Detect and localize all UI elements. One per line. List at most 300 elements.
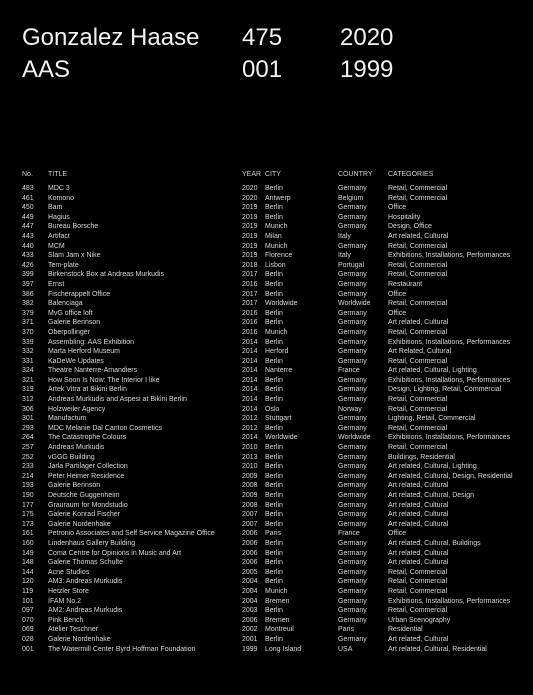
- cell-no: 193: [22, 482, 34, 490]
- cell-categories: Art related, Cultural, Design, Residential: [388, 472, 513, 480]
- cell-city: Berlin: [265, 463, 283, 471]
- cell-title: How Soon Is Now: The Interior I like: [48, 376, 160, 384]
- project-index-table: [22, 170, 522, 654]
- cell-title: Galerie Konrad Fischer: [48, 511, 120, 519]
- cell-categories: Exhibitions, Installations, Performances: [388, 338, 511, 346]
- cell-year: 2014: [242, 386, 258, 394]
- cell-city: Antwerp: [265, 194, 291, 202]
- cell-country: Germany: [338, 616, 367, 624]
- cell-year: 2008: [242, 501, 258, 509]
- cell-categories: Residential: [388, 626, 423, 634]
- cell-year: 2018: [242, 261, 258, 269]
- cell-title: Bam: [48, 204, 63, 212]
- table-row[interactable]: [22, 213, 522, 223]
- cell-country: Germany: [338, 204, 367, 212]
- cell-country: Germany: [338, 492, 367, 499]
- table-row[interactable]: [22, 203, 522, 213]
- cell-country: Belgium: [338, 194, 364, 202]
- cell-title: Holzweiler Agency: [48, 405, 106, 413]
- cell-year: 2010: [242, 444, 258, 452]
- cell-city: Berlin: [265, 271, 283, 279]
- cell-city: Montreuil: [265, 626, 294, 634]
- cell-no: 001: [22, 645, 34, 653]
- cell-city: Berlin: [265, 520, 283, 528]
- cell-title: MDC 3: [48, 185, 70, 192]
- cell-country: Germany: [338, 453, 367, 461]
- cell-country: Germany: [338, 223, 367, 231]
- cell-country: USA: [338, 645, 353, 653]
- cell-no: 379: [22, 309, 34, 317]
- table-row[interactable]: [22, 366, 522, 376]
- cell-city: Berlin: [265, 444, 283, 452]
- cell-year: 2014: [242, 338, 258, 346]
- cell-city: Berlin: [265, 204, 283, 212]
- cell-categories: Exhibitions, Installations, Performances: [388, 434, 511, 442]
- cell-city: Berlin: [265, 185, 283, 192]
- cell-year: 2014: [242, 348, 258, 356]
- cell-categories: Retail, Commercial: [388, 242, 448, 250]
- cell-categories: Art related, Cultural: [388, 319, 449, 327]
- cell-categories: Office: [388, 530, 407, 538]
- cell-title: Artek Vitra at Bikini Berlin: [48, 386, 127, 394]
- cell-categories: Office: [388, 309, 407, 317]
- cell-country: Portugal: [338, 261, 365, 269]
- cell-city: Berlin: [265, 549, 283, 557]
- cell-city: Herford: [265, 348, 289, 356]
- header-country[interactable]: COUNTRY: [338, 171, 373, 178]
- cell-year: 2019: [242, 213, 258, 221]
- cell-year: 2013: [242, 453, 258, 461]
- cell-country: Germany: [338, 482, 367, 490]
- table-row[interactable]: [22, 472, 522, 482]
- cell-city: Berlin: [265, 357, 283, 365]
- cell-categories: Lighting, Retail, Commercial: [388, 415, 476, 423]
- cell-categories: Retail, Commercial: [388, 607, 448, 615]
- cell-city: Berlin: [265, 309, 283, 317]
- cell-year: 2006: [242, 549, 258, 557]
- cell-city: Berlin: [265, 578, 283, 586]
- cell-city: Bremen: [265, 616, 290, 624]
- cell-categories: Art related, Cultural: [388, 559, 449, 567]
- cell-year: 2017: [242, 300, 258, 308]
- cell-year: 2006: [242, 559, 258, 567]
- cell-country: Italy: [338, 252, 351, 260]
- table-row[interactable]: [22, 520, 522, 530]
- table-row[interactable]: [22, 270, 522, 280]
- cell-categories: Retail, Commercial: [388, 444, 448, 452]
- cell-title: Coma Centre for Opinions in Music and Art: [48, 549, 182, 557]
- cell-no: 120: [22, 578, 34, 586]
- cell-year: 1999: [242, 645, 258, 653]
- cell-no: 443: [22, 232, 34, 240]
- cell-title: Deutsche Guggenheim: [48, 492, 120, 499]
- table-row[interactable]: [22, 299, 522, 309]
- hero-year-bottom: 1999: [340, 56, 394, 83]
- cell-city: Berlin: [265, 338, 283, 346]
- cell-country: Germany: [338, 185, 367, 192]
- cell-categories: Art related, Cultural, Design: [388, 492, 474, 499]
- cell-country: Germany: [338, 597, 367, 605]
- cell-year: 2004: [242, 578, 258, 586]
- table-row[interactable]: [22, 625, 522, 635]
- cell-categories: Art related, Cultural, Lighting: [388, 463, 477, 471]
- cell-country: Germany: [338, 280, 367, 288]
- cell-no: 483: [22, 185, 34, 192]
- cell-country: Germany: [338, 463, 367, 471]
- cell-year: 2016: [242, 319, 258, 327]
- table-row[interactable]: [22, 587, 522, 597]
- cell-categories: Art related, Cultural: [388, 635, 449, 643]
- cell-title: vGGG Building: [48, 453, 95, 461]
- cell-year: 2009: [242, 492, 258, 499]
- cell-city: Berlin: [265, 568, 283, 576]
- cell-country: Germany: [338, 424, 367, 432]
- table-row[interactable]: [22, 328, 522, 338]
- cell-country: Worldwide: [338, 434, 371, 442]
- cell-categories: Art related, Cultural: [388, 520, 449, 528]
- cell-title: Lindenhaus Gallery Building: [48, 539, 136, 547]
- cell-title: Fischerappelt Office: [48, 290, 111, 298]
- cell-country: Germany: [338, 290, 367, 298]
- cell-categories: Retail, Commercial: [388, 578, 448, 586]
- cell-year: 2006: [242, 539, 258, 547]
- cell-country: Germany: [338, 520, 367, 528]
- cell-title: Galerie Thomas Schulte: [48, 559, 123, 567]
- table-row[interactable]: [22, 184, 522, 194]
- cell-year: 2014: [242, 367, 258, 375]
- cell-country: Germany: [338, 242, 367, 250]
- cell-no: 177: [22, 501, 34, 509]
- table-row[interactable]: [22, 338, 522, 348]
- cell-title: Hetzler Store: [48, 587, 89, 595]
- cell-year: 2012: [242, 424, 258, 432]
- table-row[interactable]: [22, 462, 522, 472]
- cell-no: 233: [22, 463, 34, 471]
- table-row[interactable]: [22, 424, 522, 434]
- table-row[interactable]: [22, 645, 522, 655]
- cell-categories: Office: [388, 290, 407, 298]
- studio-abbreviation: AAS: [22, 56, 71, 83]
- cell-country: France: [338, 367, 360, 375]
- cell-categories: Art related, Cultural: [388, 501, 449, 509]
- table-row[interactable]: [22, 405, 522, 415]
- cell-no: 173: [22, 520, 34, 528]
- cell-city: Berlin: [265, 472, 283, 480]
- cell-categories: Retail, Commercial: [388, 185, 448, 192]
- cell-city: Milan: [265, 232, 282, 240]
- cell-city: Berlin: [265, 539, 283, 547]
- cell-city: Paris: [265, 530, 281, 538]
- table-row[interactable]: [22, 539, 522, 549]
- cell-city: Berlin: [265, 213, 283, 221]
- cell-city: Munich: [265, 587, 288, 595]
- cell-country: Germany: [338, 357, 367, 365]
- table-row[interactable]: [22, 453, 522, 463]
- cell-no: 097: [22, 607, 34, 615]
- cell-title: Bureau Borsche: [48, 223, 99, 231]
- table-row[interactable]: [22, 222, 522, 232]
- cell-year: 2001: [242, 635, 258, 643]
- cell-no: 028: [22, 635, 34, 643]
- cell-title: Jarla Partilager Collection: [48, 463, 128, 471]
- cell-categories: Art related, Cultural, Residential: [388, 645, 487, 653]
- cell-year: 2014: [242, 434, 258, 442]
- table-row[interactable]: [22, 251, 522, 261]
- cell-no: 449: [22, 213, 34, 221]
- cell-categories: Retail, Commercial: [388, 357, 448, 365]
- cell-year: 2003: [242, 607, 258, 615]
- table-row[interactable]: [22, 616, 522, 626]
- cell-year: 2009: [242, 472, 258, 480]
- table-row[interactable]: [22, 414, 522, 424]
- cell-no: 252: [22, 453, 34, 461]
- cell-categories: Design, Lighting, Retail, Commercial: [388, 386, 502, 394]
- cell-categories: Retail, Commercial: [388, 424, 448, 432]
- table-row[interactable]: [22, 577, 522, 587]
- cell-no: 339: [22, 338, 34, 346]
- cell-title: MCM: [48, 242, 65, 250]
- cell-categories: Retail, Commercial: [388, 405, 448, 413]
- header-city[interactable]: CITY: [265, 171, 281, 178]
- studio-name: Gonzalez Haase: [22, 24, 200, 51]
- table-row[interactable]: [22, 242, 522, 252]
- cell-year: 2019: [242, 242, 258, 250]
- table-row[interactable]: [22, 529, 522, 539]
- cell-city: Bremen: [265, 597, 290, 605]
- cell-country: Norway: [338, 405, 362, 413]
- table-row[interactable]: [22, 347, 522, 357]
- table-row[interactable]: [22, 568, 522, 578]
- cell-no: 301: [22, 415, 34, 423]
- cell-categories: Retail, Commercial: [388, 328, 448, 336]
- cell-categories: Art Related, Cultural: [388, 348, 452, 356]
- cell-year: 2007: [242, 511, 258, 519]
- cell-no: 426: [22, 261, 34, 269]
- cell-categories: Hospitality: [388, 213, 421, 221]
- cell-title: Ernst: [48, 280, 65, 288]
- cell-country: Germany: [338, 338, 367, 346]
- table-row[interactable]: [22, 376, 522, 386]
- cell-year: 2006: [242, 530, 258, 538]
- cell-title: Petronio Associates and Self Service Magazine Office: [48, 530, 215, 538]
- table-row[interactable]: [22, 510, 522, 520]
- cell-title: Galerie Berinson: [48, 482, 101, 490]
- cell-country: Germany: [338, 501, 367, 509]
- cell-title: MDC Melanie Dal Canton Cosmetics: [48, 424, 162, 432]
- cell-year: 2017: [242, 271, 258, 279]
- cell-no: 069: [22, 626, 34, 634]
- cell-title: Artifact: [48, 232, 70, 240]
- cell-no: 190: [22, 492, 34, 499]
- cell-title: MvG office loft: [48, 309, 93, 317]
- cell-year: 2019: [242, 204, 258, 212]
- cell-city: Munich: [265, 328, 288, 336]
- cell-title: Andreas Murkudis: [48, 444, 105, 452]
- cell-no: 101: [22, 597, 34, 605]
- table-row[interactable]: [22, 481, 522, 491]
- cell-no: 264: [22, 434, 34, 442]
- cell-title: Assembling: AAS Exhibition: [48, 338, 134, 346]
- table-row[interactable]: [22, 501, 522, 511]
- table-row[interactable]: [22, 635, 522, 645]
- cell-no: 382: [22, 300, 34, 308]
- cell-year: 2014: [242, 396, 258, 404]
- cell-categories: Art related, Cultural: [388, 511, 449, 519]
- cell-no: 321: [22, 376, 34, 384]
- cell-title: Atelier Teschner: [48, 626, 99, 634]
- cell-categories: Restaurant: [388, 280, 423, 288]
- cell-title: Komono: [48, 194, 75, 202]
- cell-categories: Art related, Cultural: [388, 482, 449, 490]
- cell-year: 2020: [242, 185, 258, 192]
- table-row[interactable]: [22, 309, 522, 319]
- table-row[interactable]: [22, 558, 522, 568]
- cell-city: Stuttgart: [265, 415, 292, 423]
- cell-country: Italy: [338, 232, 351, 240]
- table-row[interactable]: [22, 491, 522, 501]
- cell-categories: Buildings, Residential: [388, 453, 455, 461]
- cell-no: 293: [22, 424, 34, 432]
- table-row[interactable]: [22, 606, 522, 616]
- cell-no: 397: [22, 280, 34, 288]
- cell-city: Berlin: [265, 396, 283, 404]
- table-row[interactable]: [22, 318, 522, 328]
- cell-no: 149: [22, 549, 34, 557]
- cell-title: KaDeWe Updates: [48, 357, 104, 365]
- cell-no: 386: [22, 290, 34, 298]
- cell-year: 2012: [242, 415, 258, 423]
- header-categories[interactable]: CATEGORIES: [388, 171, 434, 178]
- cell-year: 2010: [242, 463, 258, 471]
- cell-year: 2008: [242, 482, 258, 490]
- cell-country: Germany: [338, 549, 367, 557]
- cell-no: 433: [22, 252, 34, 260]
- hero-year-top: 2020: [340, 24, 394, 51]
- table-row[interactable]: [22, 280, 522, 290]
- cell-categories: Retail, Commercial: [388, 300, 448, 308]
- cell-categories: Exhibitions, Installations, Performances: [388, 597, 511, 605]
- cell-year: 2006: [242, 616, 258, 624]
- cell-year: 2020: [242, 194, 258, 202]
- cell-title: Theatre Nanterre-Amandiers: [48, 367, 138, 375]
- cell-no: 450: [22, 204, 34, 212]
- cell-city: Oslo: [265, 405, 280, 413]
- cell-year: 2019: [242, 223, 258, 231]
- table-row[interactable]: [22, 443, 522, 453]
- header-title[interactable]: TITLE: [48, 171, 68, 178]
- cell-country: Germany: [338, 578, 367, 586]
- cell-city: Berlin: [265, 607, 283, 615]
- cell-title: The Catastrophe Colours: [48, 434, 127, 442]
- cell-city: Florence: [265, 252, 293, 260]
- cell-country: Germany: [338, 607, 367, 615]
- cell-no: 371: [22, 319, 34, 327]
- cell-no: 324: [22, 367, 34, 375]
- table-row[interactable]: [22, 597, 522, 607]
- hero-count-bottom: 001: [242, 56, 283, 83]
- cell-year: 2004: [242, 597, 258, 605]
- cell-title: Galerie Nordenhake: [48, 520, 111, 528]
- cell-city: Berlin: [265, 492, 283, 499]
- cell-city: Worldwide: [265, 300, 298, 308]
- cell-city: Berlin: [265, 635, 283, 643]
- cell-country: Germany: [338, 271, 367, 279]
- cell-title: Pink Bench: [48, 616, 84, 624]
- cell-title: Galerie Nordenhake: [48, 635, 111, 643]
- cell-no: 160: [22, 539, 34, 547]
- cell-city: Berlin: [265, 424, 283, 432]
- cell-categories: Exhibitions, Installations, Performances: [388, 252, 511, 260]
- cell-city: Lisbon: [265, 261, 286, 269]
- cell-title: Marta Herford Museum: [48, 348, 120, 356]
- cell-no: 331: [22, 357, 34, 365]
- cell-year: 2016: [242, 309, 258, 317]
- cell-year: 2014: [242, 357, 258, 365]
- table-header: [22, 170, 522, 184]
- cell-city: Berlin: [265, 386, 283, 394]
- cell-country: Germany: [338, 587, 367, 595]
- cell-city: Berlin: [265, 559, 283, 567]
- table-row[interactable]: [22, 357, 522, 367]
- table-row[interactable]: [22, 232, 522, 242]
- cell-year: 2014: [242, 405, 258, 413]
- cell-title: Andreas Murkudis and Aspesi at Bikini Berlin: [48, 396, 187, 404]
- cell-title: Slam Jam x Nike: [48, 252, 101, 260]
- cell-city: Berlin: [265, 511, 283, 519]
- cell-no: 447: [22, 223, 34, 231]
- cell-city: Berlin: [265, 290, 283, 298]
- cell-no: 306: [22, 405, 34, 413]
- header-year[interactable]: YEAR: [242, 171, 262, 178]
- cell-categories: Retail, Commercial: [388, 271, 448, 279]
- cell-country: Germany: [338, 376, 367, 384]
- table-row[interactable]: [22, 290, 522, 300]
- cell-no: 175: [22, 511, 34, 519]
- cell-no: 257: [22, 444, 34, 452]
- cell-categories: Design, Office: [388, 223, 432, 231]
- cell-country: Worldwide: [338, 300, 371, 308]
- table-row[interactable]: [22, 385, 522, 395]
- cell-year: 2016: [242, 328, 258, 336]
- cell-title: AM2: Andreas Murkudis: [48, 607, 123, 615]
- cell-no: 312: [22, 396, 34, 404]
- cell-no: 399: [22, 271, 34, 279]
- cell-city: Berlin: [265, 453, 283, 461]
- cell-city: Nanterre: [265, 367, 293, 375]
- header-no[interactable]: No.: [22, 171, 33, 178]
- table-row[interactable]: [22, 549, 522, 559]
- cell-no: 161: [22, 530, 34, 538]
- cell-title: Acne Studios: [48, 568, 90, 576]
- table-row[interactable]: [22, 261, 522, 271]
- cell-country: Germany: [338, 539, 367, 547]
- cell-country: Germany: [338, 568, 367, 576]
- cell-no: 332: [22, 348, 34, 356]
- cell-categories: Art related, Cultural, Buildings: [388, 539, 481, 547]
- table-row[interactable]: [22, 433, 522, 443]
- cell-title: The Watermill Center Byrd Hoffman Foundation: [48, 645, 196, 653]
- table-row[interactable]: [22, 395, 522, 405]
- cell-country: Germany: [338, 559, 367, 567]
- cell-title: Hagius: [48, 213, 70, 221]
- cell-title: Peter Heimer Residence: [48, 472, 125, 480]
- cell-city: Berlin: [265, 376, 283, 384]
- cell-categories: Retail, Commercial: [388, 261, 448, 269]
- cell-no: 070: [22, 616, 34, 624]
- table-row[interactable]: [22, 194, 522, 204]
- cell-no: 440: [22, 242, 34, 250]
- cell-country: France: [338, 530, 360, 538]
